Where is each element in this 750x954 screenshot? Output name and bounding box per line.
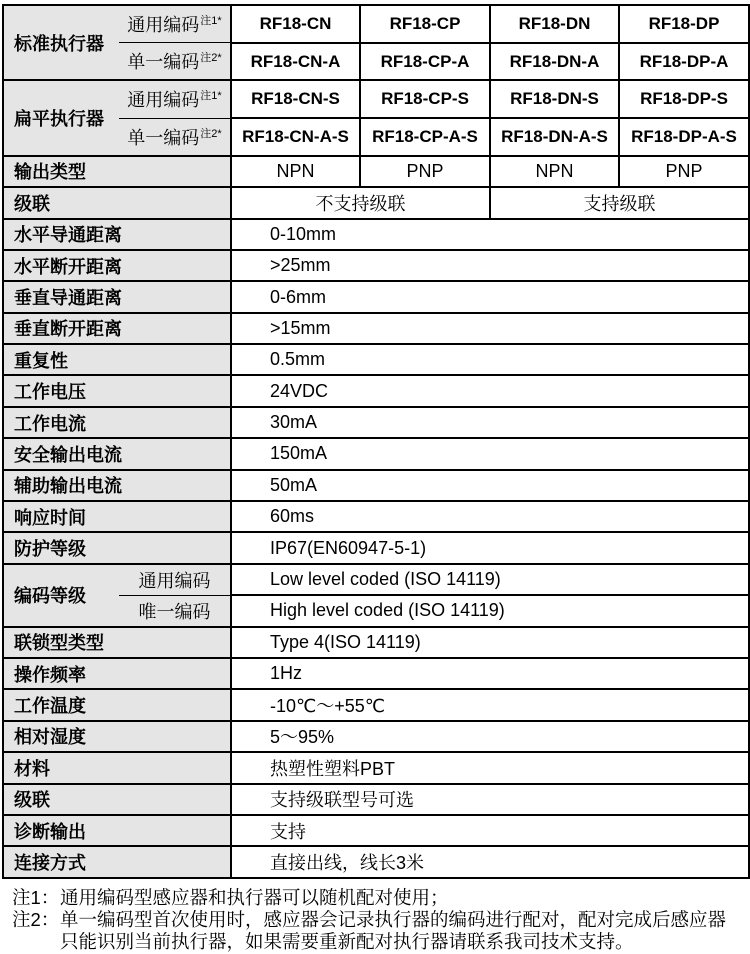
- spec-label: 输出类型: [3, 156, 231, 187]
- spec-value: >15mm: [231, 313, 749, 344]
- table-row: [3, 5, 749, 43]
- sub-label-general-coding: [119, 564, 231, 595]
- model-cell: RF18-DP-A-S: [619, 118, 749, 156]
- spec-label: 诊断输出: [3, 815, 231, 846]
- model-cell: RF18-CN-A-S: [231, 118, 360, 156]
- spec-value: 0-6mm: [231, 281, 749, 312]
- spec-label: 防护等级: [3, 532, 231, 563]
- sub-label-text: 通用编码: [138, 570, 211, 591]
- spec-value: 30mA: [231, 407, 749, 438]
- spec-value: High level coded (ISO 14119): [231, 595, 749, 626]
- spec-value: 支持级联型号可选: [231, 784, 749, 815]
- table-row: [3, 752, 749, 783]
- spec-label: 连接方式: [3, 846, 231, 877]
- model-cell: RF18-DN-A: [490, 43, 619, 81]
- model-cell: RF18-CN: [231, 5, 360, 43]
- spec-label: 重复性: [3, 344, 231, 375]
- model-cell: RF18-CN-S: [231, 80, 360, 118]
- sub-label-single-coding: [119, 43, 231, 81]
- table-row: [3, 721, 749, 752]
- sub-label-unique-coding: [119, 595, 231, 626]
- spec-value: PNP: [619, 156, 749, 187]
- spec-label: 工作电压: [3, 375, 231, 406]
- model-cell: RF18-DP-S: [619, 80, 749, 118]
- spec-value: Low level coded (ISO 14119): [231, 564, 749, 595]
- spec-value: PNP: [360, 156, 490, 187]
- table-row: [3, 470, 749, 501]
- spec-label: 级联: [3, 784, 231, 815]
- table-row: [3, 689, 749, 720]
- spec-value: Type 4(ISO 14119): [231, 627, 749, 658]
- spec-label: 安全输出电流: [3, 438, 231, 469]
- sub-label-text: 单一编码: [127, 127, 200, 148]
- table-row-cascade: [3, 187, 749, 218]
- spec-value: 50mA: [231, 470, 749, 501]
- table-row: [3, 219, 749, 250]
- spec-value: 不支持级联: [231, 187, 490, 218]
- note-2: [12, 909, 740, 953]
- spec-label: 工作电流: [3, 407, 231, 438]
- row-group-label-standard-actuator: 标准执行器: [3, 5, 119, 80]
- table-row: [3, 344, 749, 375]
- spec-value: 直接出线，线长3米: [231, 846, 749, 877]
- note-2-tag: 注2：: [12, 908, 60, 930]
- spec-value: 支持: [231, 815, 749, 846]
- table-row: [3, 846, 749, 877]
- sub-label-text: 单一编码: [127, 52, 200, 73]
- spec-value: 1Hz: [231, 658, 749, 689]
- table-row-output-type: [3, 156, 749, 187]
- spec-label: 联锁型类型: [3, 627, 231, 658]
- note2-superscript: 注2*: [200, 127, 222, 140]
- spec-label: 工作温度: [3, 689, 231, 720]
- spec-value: 支持级联: [490, 187, 749, 218]
- spec-value: 24VDC: [231, 375, 749, 406]
- note2-superscript: 注2*: [200, 52, 222, 65]
- row-group-label-flat-actuator: 扁平执行器: [3, 80, 119, 155]
- model-cell: RF18-CP-A: [360, 43, 490, 81]
- table-row: [3, 501, 749, 532]
- table-row: [3, 815, 749, 846]
- spec-value: >25mm: [231, 250, 749, 281]
- spec-value: IP67(EN60947-5-1): [231, 532, 749, 563]
- note1-superscript: 注1*: [200, 90, 222, 103]
- spec-label: 操作频率: [3, 658, 231, 689]
- sub-label-text: 通用编码: [127, 90, 200, 111]
- note1-superscript: 注1*: [200, 15, 222, 28]
- spec-label: 材料: [3, 752, 231, 783]
- spec-value: 150mA: [231, 438, 749, 469]
- sub-label-general-coding: [119, 5, 231, 43]
- model-cell: RF18-DN: [490, 5, 619, 43]
- model-cell: RF18-DN-A-S: [490, 118, 619, 156]
- model-cell: RF18-DP: [619, 5, 749, 43]
- spec-value: NPN: [490, 156, 619, 187]
- table-row: [3, 375, 749, 406]
- model-cell: RF18-CP-A-S: [360, 118, 490, 156]
- footnotes: [12, 887, 740, 953]
- table-row: [3, 281, 749, 312]
- note-1-text: 通用编码型感应器和执行器可以随机配对使用；: [60, 886, 449, 908]
- spec-label: 相对湿度: [3, 721, 231, 752]
- sub-label-text: 唯一编码: [138, 601, 211, 622]
- model-cell: RF18-DP-A: [619, 43, 749, 81]
- model-cell: RF18-CN-A: [231, 43, 360, 81]
- row-group-label-coding-level: 编码等级: [3, 564, 119, 627]
- spec-label: 水平断开距离: [3, 250, 231, 281]
- table-row: [3, 438, 749, 469]
- spec-label: 辅助输出电流: [3, 470, 231, 501]
- spec-value: NPN: [231, 156, 360, 187]
- sub-label-text: 通用编码: [127, 15, 200, 36]
- spec-label: 垂直导通距离: [3, 281, 231, 312]
- table-row-coding-level: [3, 564, 749, 595]
- table-row: [3, 407, 749, 438]
- spec-value: 热塑性塑料PBT: [231, 752, 749, 783]
- table-row: [3, 532, 749, 563]
- spec-label: 级联: [3, 187, 231, 218]
- table-row: [3, 784, 749, 815]
- spec-label: 垂直断开距离: [3, 313, 231, 344]
- note-1: [12, 887, 740, 909]
- table-row: [3, 80, 749, 118]
- spec-table: [2, 4, 750, 879]
- spec-value: 5～95%: [231, 721, 749, 752]
- table-row: [3, 250, 749, 281]
- table-row: [3, 313, 749, 344]
- spec-value: 0.5mm: [231, 344, 749, 375]
- spec-label: 响应时间: [3, 501, 231, 532]
- note-2-text: 单一编码型首次使用时，感应器会记录执行器的编码进行配对，配对完成后感应器只能识别当前执行器，如果需要重新配对执行器请联系我司技术支持。: [60, 908, 727, 952]
- model-cell: RF18-CP: [360, 5, 490, 43]
- note-1-tag: 注1：: [12, 886, 60, 908]
- table-row: [3, 627, 749, 658]
- spec-label: 水平导通距离: [3, 219, 231, 250]
- sub-label-general-coding: [119, 80, 231, 118]
- spec-value: 60ms: [231, 501, 749, 532]
- spec-value: -10℃～+55℃: [231, 689, 749, 720]
- model-cell: RF18-CP-S: [360, 80, 490, 118]
- table-row: [3, 658, 749, 689]
- sub-label-single-coding: [119, 118, 231, 156]
- spec-value: 0-10mm: [231, 219, 749, 250]
- model-cell: RF18-DN-S: [490, 80, 619, 118]
